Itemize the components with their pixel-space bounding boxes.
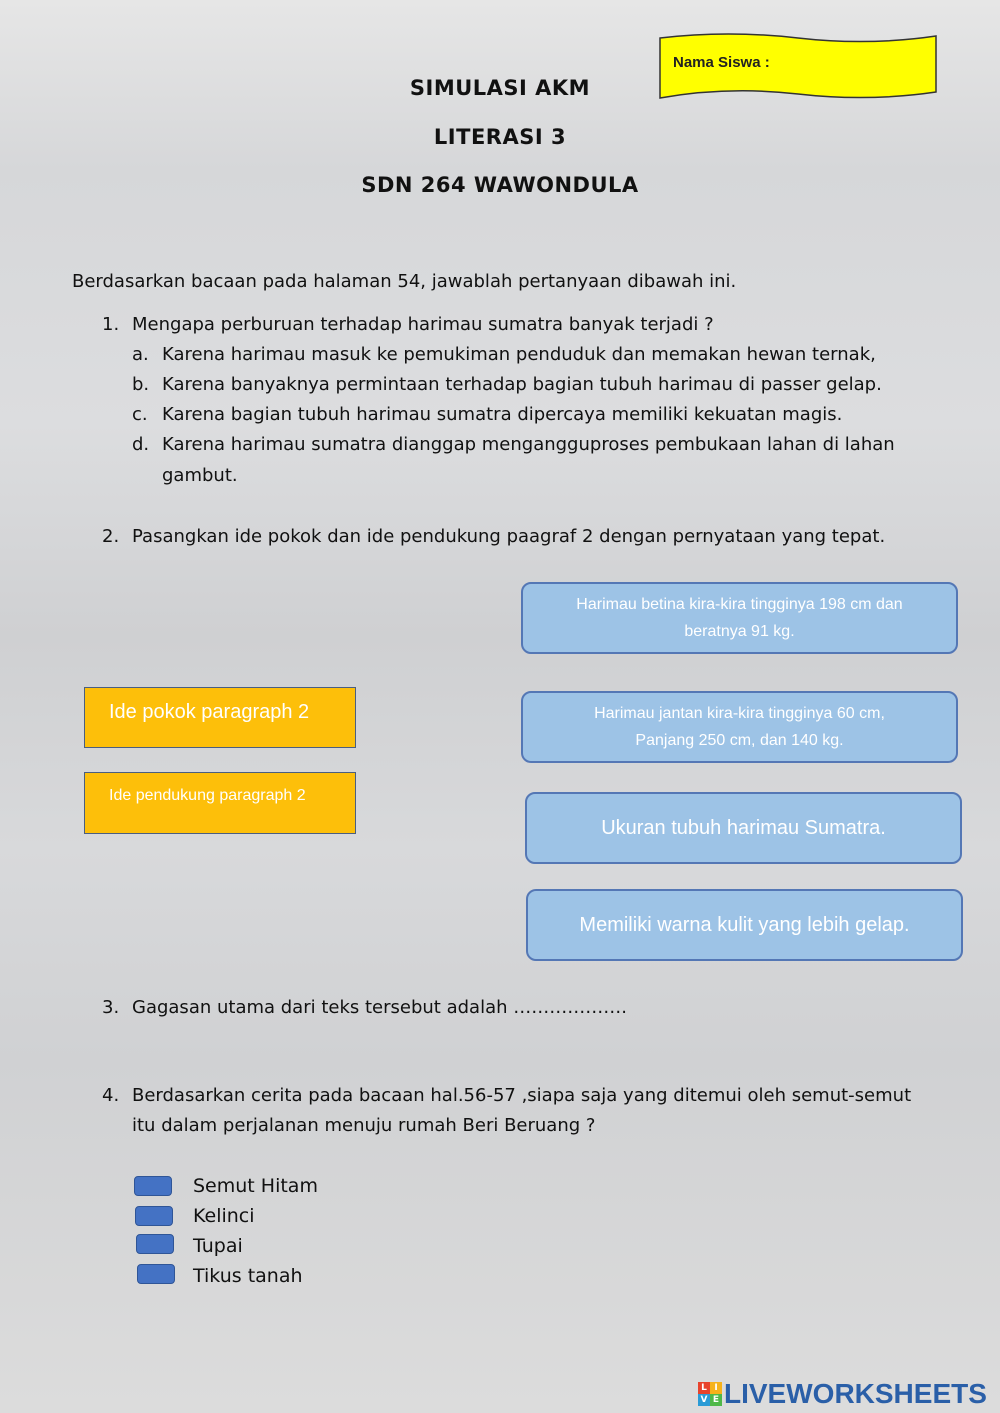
q4-text-line1: Berdasarkan cerita pada bacaan hal.56-57 ,siapa saja yang ditemui oleh semut-semut [132, 1085, 912, 1106]
q3-text: Gagasan utama dari teks tersebut adalah ………………. [132, 997, 627, 1018]
option-kelinci: Kelinci [193, 1205, 255, 1227]
match-card-ukuran-text: Ukuran tubuh harimau Sumatra. [601, 816, 886, 839]
checkbox-tupai[interactable] [136, 1234, 174, 1254]
match-card-warna[interactable] [526, 889, 963, 961]
checkbox-kelinci[interactable] [135, 1206, 173, 1226]
match-card-jantan[interactable] [521, 691, 958, 763]
q1-number: 1. [102, 314, 120, 335]
logo-letter-l: L [698, 1382, 710, 1394]
logo-letter-i: I [710, 1382, 722, 1394]
ide-pokok-target[interactable]: Ide pokok paragraph 2 [84, 687, 356, 748]
ide-pendukung-target[interactable]: Ide pendukung paragraph 2 [84, 772, 356, 834]
q1-option-a-letter: a. [132, 344, 149, 365]
q3-number: 3. [102, 997, 120, 1018]
student-name-field[interactable] [658, 32, 936, 102]
q1-option-a[interactable]: Karena harimau masuk ke pemukiman penduduk dan memakan hewan ternak, [162, 344, 876, 365]
match-card-betina-line2: beratnya 91 kg. [684, 623, 795, 640]
liveworksheets-logo-icon [698, 1382, 722, 1406]
q1-option-d-continued[interactable]: gambut. [162, 465, 238, 486]
logo-letter-e: E [710, 1394, 722, 1406]
student-name-label: Nama Siswa : [673, 54, 770, 71]
q1-option-c-letter: c. [132, 404, 148, 425]
q1-option-b-letter: b. [132, 374, 150, 395]
instruction-text: Berdasarkan bacaan pada halaman 54, jawablah pertanyaan dibawah ini. [72, 271, 737, 292]
q1-option-b[interactable]: Karena banyaknya permintaan terhadap bagian tubuh harimau di passer gelap. [162, 374, 882, 395]
option-tupai: Tupai [193, 1235, 243, 1257]
match-card-betina[interactable] [521, 582, 958, 654]
q4-text-line2: itu dalam perjalanan menuju rumah Beri Beruang ? [132, 1115, 596, 1136]
q2-text: Pasangkan ide pokok dan ide pendukung paagraf 2 dengan pernyataan yang tepat. [132, 526, 886, 547]
checkbox-tikus-tanah[interactable] [137, 1264, 175, 1284]
q1-text: Mengapa perburuan terhadap harimau sumatra banyak terjadi ? [132, 314, 714, 335]
checkbox-semut-hitam[interactable] [134, 1176, 172, 1196]
title-literasi: LITERASI 3 [433, 125, 567, 149]
match-card-jantan-line2: Panjang 250 cm, dan 140 kg. [635, 732, 844, 749]
liveworksheets-logo [698, 1378, 987, 1410]
q2-number: 2. [102, 526, 120, 547]
q1-option-d-letter: d. [132, 434, 150, 455]
title-simulasi: SIMULASI AKM [409, 76, 591, 100]
title-school: SDN 264 WAWONDULA [361, 173, 639, 197]
option-semut-hitam: Semut Hitam [193, 1175, 318, 1197]
q4-number: 4. [102, 1085, 120, 1106]
option-tikus-tanah: Tikus tanah [193, 1265, 303, 1287]
match-card-betina-line1: Harimau betina kira-kira tingginya 198 cm dan [576, 596, 903, 613]
q1-option-c[interactable]: Karena bagian tubuh harimau sumatra dipercaya memiliki kekuatan magis. [162, 404, 843, 425]
q1-option-d[interactable]: Karena harimau sumatra dianggap mengangguproses pembukaan lahan di lahan [162, 434, 895, 455]
match-card-jantan-line1: Harimau jantan kira-kira tingginya 60 cm, [594, 705, 885, 722]
match-card-warna-text: Memiliki warna kulit yang lebih gelap. [579, 913, 910, 936]
liveworksheets-logo-text: LIVEWORKSHEETS [724, 1378, 987, 1409]
logo-letter-v: V [698, 1394, 710, 1406]
match-card-ukuran[interactable] [525, 792, 962, 864]
